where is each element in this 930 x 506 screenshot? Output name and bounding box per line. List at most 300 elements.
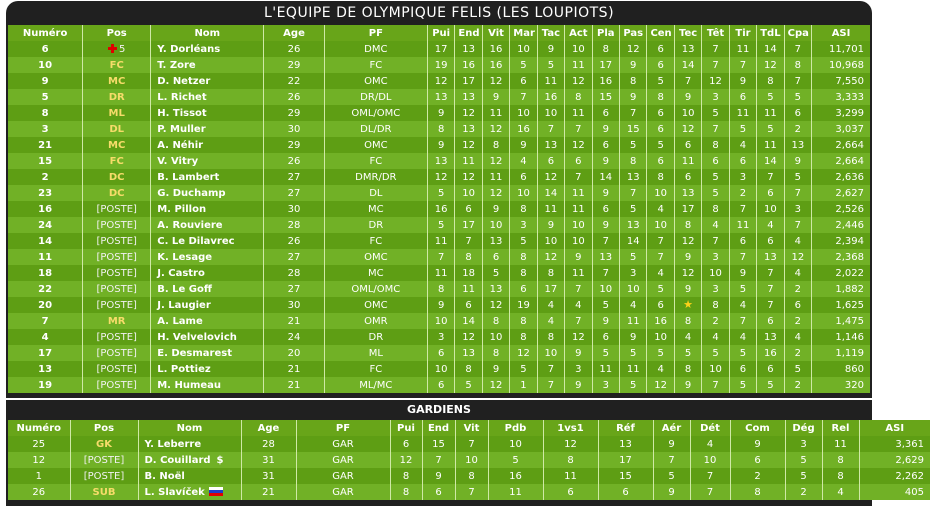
stat-cell: 6 xyxy=(647,57,674,73)
gk-header-16[interactable]: ASI xyxy=(859,420,930,436)
player-name-link[interactable]: V. Vitry xyxy=(151,153,264,169)
stat-cell: 8 xyxy=(482,137,509,153)
stat-cell: 5 xyxy=(592,297,619,313)
players-header-3[interactable]: Age xyxy=(264,25,324,41)
players-header-15[interactable]: Têt xyxy=(702,25,729,41)
stat-cell: 9 xyxy=(422,468,455,484)
player-row[interactable] xyxy=(8,185,870,201)
player-age: 29 xyxy=(264,57,324,73)
player-number: 13 xyxy=(8,361,83,377)
stat-cell: 9 xyxy=(784,153,811,169)
goalkeeper-number: 26 xyxy=(8,484,70,500)
stat-cell: 7 xyxy=(674,73,701,89)
stat-cell: 11 xyxy=(565,57,592,73)
stat-cell: 10 xyxy=(427,313,454,329)
goalkeeper-favorite-position: GAR xyxy=(296,468,390,484)
stat-cell: 7 xyxy=(757,265,784,281)
stat-cell: 9 xyxy=(482,361,509,377)
player-row[interactable] xyxy=(8,249,870,265)
goalkeeper-asi: 3,361 xyxy=(859,436,930,452)
stat-cell: 10 xyxy=(510,105,537,121)
stat-cell: 9 xyxy=(620,57,647,73)
stat-cell: 7 xyxy=(455,233,482,249)
position-cell xyxy=(83,73,151,89)
player-number: 7 xyxy=(8,313,83,329)
gk-header-12[interactable]: Dét xyxy=(690,420,730,436)
stat-cell: 6 xyxy=(757,361,784,377)
stat-cell: 16 xyxy=(482,57,509,73)
players-header-19[interactable]: ASI xyxy=(812,25,870,41)
goalkeeper-row[interactable] xyxy=(8,436,930,452)
stat-cell: 7 xyxy=(702,233,729,249)
stat-cell: 14 xyxy=(537,185,564,201)
stat-cell: 3 xyxy=(729,169,756,185)
stat-cell: 4 xyxy=(784,233,811,249)
player-age: 21 xyxy=(264,377,324,393)
stat-cell: 11 xyxy=(455,153,482,169)
player-favorite-position: DMR/DR xyxy=(324,169,427,185)
stat-cell: 15 xyxy=(592,89,619,105)
players-header-row xyxy=(8,25,870,41)
player-row[interactable] xyxy=(8,121,870,137)
stat-cell: 8 xyxy=(674,217,701,233)
stat-cell: 12 xyxy=(674,265,701,281)
players-table xyxy=(8,25,870,393)
position-label: MC xyxy=(108,75,126,87)
stat-cell: 12 xyxy=(455,329,482,345)
stat-cell: 4 xyxy=(757,217,784,233)
stat-cell: 6 xyxy=(702,153,729,169)
stat-cell: 6 xyxy=(510,169,537,185)
player-name-link[interactable]: H. Velvelovich xyxy=(151,329,264,345)
players-header-2[interactable]: Nom xyxy=(151,25,264,41)
goalkeeper-name-link[interactable] xyxy=(138,452,241,468)
player-favorite-position: OML/OMC xyxy=(324,281,427,297)
stat-cell: 13 xyxy=(620,169,647,185)
player-age: 24 xyxy=(264,329,324,345)
position-cell xyxy=(83,169,151,185)
player-name-link[interactable]: E. Desmarest xyxy=(151,345,264,361)
stat-cell: 15 xyxy=(598,468,653,484)
position-cell xyxy=(83,233,151,249)
player-asi: 1,475 xyxy=(812,313,870,329)
player-row[interactable] xyxy=(8,73,870,89)
players-header-6[interactable]: End xyxy=(455,25,482,41)
stat-cell: 13 xyxy=(674,185,701,201)
goalkeepers-table xyxy=(8,420,930,500)
player-favorite-position: OMR xyxy=(324,313,427,329)
stat-cell: 9 xyxy=(592,313,619,329)
stat-cell: 12 xyxy=(565,137,592,153)
stat-cell: 5 xyxy=(510,233,537,249)
stat-cell: 5 xyxy=(757,89,784,105)
stat-cell xyxy=(674,297,701,313)
stat-cell: 7 xyxy=(565,281,592,297)
stat-cell: 5 xyxy=(784,361,811,377)
stat-cell: 8 xyxy=(455,361,482,377)
stat-cell: 6 xyxy=(647,121,674,137)
stat-cell: 9 xyxy=(565,377,592,393)
players-header-16[interactable]: Tir xyxy=(729,25,756,41)
stat-cell: 11 xyxy=(729,41,756,57)
stat-cell: 6 xyxy=(482,249,509,265)
stat-cell: 10 xyxy=(565,41,592,57)
player-favorite-position: FC xyxy=(324,233,427,249)
player-age: 30 xyxy=(264,297,324,313)
stat-cell: 17 xyxy=(598,452,653,468)
player-name-link[interactable]: C. Le Dilavrec xyxy=(151,233,264,249)
gk-header-9[interactable]: 1vs1 xyxy=(543,420,598,436)
gk-header-6[interactable]: End xyxy=(422,420,455,436)
stat-cell: 8 xyxy=(647,169,674,185)
goalkeeper-row[interactable] xyxy=(8,452,930,468)
stat-cell: 13 xyxy=(757,329,784,345)
stat-cell: 2 xyxy=(702,313,729,329)
stat-cell: 13 xyxy=(592,249,619,265)
players-header-10[interactable]: Act xyxy=(565,25,592,41)
stat-cell: 6 xyxy=(422,484,455,500)
stat-cell: 5 xyxy=(757,377,784,393)
player-row[interactable] xyxy=(8,233,870,249)
player-row[interactable] xyxy=(8,297,870,313)
player-name-link[interactable]: M. Pillon xyxy=(151,201,264,217)
stat-cell: 8 xyxy=(390,468,422,484)
player-row[interactable] xyxy=(8,377,870,393)
stat-cell: 5 xyxy=(702,185,729,201)
stat-cell: 5 xyxy=(729,345,756,361)
player-name-link[interactable]: G. Duchamp xyxy=(151,185,264,201)
stat-cell: 16 xyxy=(592,73,619,89)
stat-cell: 7 xyxy=(427,249,454,265)
gk-header-0[interactable]: Numéro xyxy=(8,420,70,436)
stat-cell: 8 xyxy=(537,329,564,345)
player-row[interactable] xyxy=(8,57,870,73)
stat-cell: 5 xyxy=(729,377,756,393)
stat-cell: 4 xyxy=(729,297,756,313)
stat-cell: 6 xyxy=(455,201,482,217)
stat-cell: 7 xyxy=(729,249,756,265)
goalkeeper-number: 12 xyxy=(8,452,70,468)
player-number: 11 xyxy=(8,249,83,265)
gk-header-7[interactable]: Vit xyxy=(455,420,488,436)
gk-header-15[interactable]: Rel xyxy=(822,420,859,436)
stat-cell: 10 xyxy=(482,329,509,345)
player-name-link[interactable]: K. Lesage xyxy=(151,249,264,265)
stat-cell: 6 xyxy=(757,185,784,201)
stat-cell: 9 xyxy=(565,249,592,265)
gk-header-8[interactable]: Pdb xyxy=(488,420,543,436)
players-header-13[interactable]: Cen xyxy=(647,25,674,41)
stat-cell: 9 xyxy=(674,249,701,265)
goalkeepers-title: GARDIENS xyxy=(407,403,471,416)
player-age: 27 xyxy=(264,169,324,185)
stat-cell: 8 xyxy=(730,484,785,500)
player-name-link[interactable]: L. Pottiez xyxy=(151,361,264,377)
player-age: 29 xyxy=(264,105,324,121)
players-header-1[interactable]: Pos xyxy=(83,25,151,41)
stat-cell: 8 xyxy=(427,281,454,297)
player-age: 28 xyxy=(264,265,324,281)
stat-cell: 8 xyxy=(822,452,859,468)
player-asi: 2,022 xyxy=(812,265,870,281)
stat-cell: 10 xyxy=(537,105,564,121)
stat-cell: 5 xyxy=(482,265,509,281)
player-name-link[interactable]: Y. Dorléans xyxy=(151,41,264,57)
stat-cell: 8 xyxy=(482,313,509,329)
stat-cell: 10 xyxy=(510,185,537,201)
stat-cell: 3 xyxy=(784,201,811,217)
goalkeeper-number: 1 xyxy=(8,468,70,484)
goalkeeper-asi: 2,262 xyxy=(859,468,930,484)
position-cell xyxy=(83,313,151,329)
player-row[interactable] xyxy=(8,329,870,345)
position-label: [POSTE] xyxy=(96,235,137,247)
player-name-link[interactable]: J. Laugier xyxy=(151,297,264,313)
gk-header-5[interactable]: Pui xyxy=(390,420,422,436)
stat-cell: 7 xyxy=(537,361,564,377)
stat-cell: 9 xyxy=(674,377,701,393)
player-asi: 320 xyxy=(812,377,870,393)
stat-cell: 6 xyxy=(455,297,482,313)
stat-cell: 6 xyxy=(784,105,811,121)
player-name-link[interactable]: H. Tissot xyxy=(151,105,264,121)
stat-cell: 10 xyxy=(455,452,488,468)
player-row[interactable] xyxy=(8,313,870,329)
stat-cell: 11 xyxy=(592,361,619,377)
stat-cell: 11 xyxy=(729,217,756,233)
stat-cell: 8 xyxy=(592,41,619,57)
players-header-5[interactable]: Pui xyxy=(427,25,454,41)
stat-cell: 10 xyxy=(427,361,454,377)
player-name-link[interactable]: M. Humeau xyxy=(151,377,264,393)
stat-cell: 7 xyxy=(784,185,811,201)
stat-cell: 12 xyxy=(390,452,422,468)
stat-cell: 17 xyxy=(592,57,619,73)
player-asi: 1,119 xyxy=(812,345,870,361)
stat-cell: 4 xyxy=(822,484,859,500)
stat-cell: 12 xyxy=(482,121,509,137)
stat-cell: 2 xyxy=(784,281,811,297)
player-age: 22 xyxy=(264,73,324,89)
position-label: [POSTE] xyxy=(96,203,137,215)
stat-cell: 12 xyxy=(543,436,598,452)
players-header-9[interactable]: Tac xyxy=(537,25,564,41)
player-row[interactable] xyxy=(8,153,870,169)
player-row[interactable] xyxy=(8,137,870,153)
player-name-link[interactable]: B. Le Goff xyxy=(151,281,264,297)
player-favorite-position: DMC xyxy=(324,41,427,57)
stat-cell: 7 xyxy=(784,41,811,57)
stat-cell: 7 xyxy=(592,233,619,249)
stat-cell: 9 xyxy=(729,73,756,89)
goalkeeper-name: L. Slavíček xyxy=(144,486,205,498)
player-name-link[interactable]: A. Rouviere xyxy=(151,217,264,233)
stat-cell: 6 xyxy=(647,41,674,57)
player-name-link[interactable]: D. Netzer xyxy=(151,73,264,89)
position-cell xyxy=(70,484,138,500)
stat-cell: 5 xyxy=(647,137,674,153)
stat-cell: 6 xyxy=(757,313,784,329)
stat-cell: 5 xyxy=(757,121,784,137)
player-row[interactable] xyxy=(8,265,870,281)
gk-header-4[interactable]: PF xyxy=(296,420,390,436)
goalkeeper-asi: 405 xyxy=(859,484,930,500)
stat-cell: 4 xyxy=(784,329,811,345)
position-cell xyxy=(83,265,151,281)
stat-cell: 7 xyxy=(757,169,784,185)
players-header-0[interactable]: Numéro xyxy=(8,25,83,41)
player-number: 23 xyxy=(8,185,83,201)
stat-cell: 7 xyxy=(702,377,729,393)
stat-cell: 8 xyxy=(510,249,537,265)
stat-cell: 5 xyxy=(537,57,564,73)
stat-cell: 9 xyxy=(674,89,701,105)
stat-cell: 16 xyxy=(427,201,454,217)
stat-cell: 14 xyxy=(757,153,784,169)
player-row[interactable] xyxy=(8,201,870,217)
stat-cell: 7 xyxy=(620,105,647,121)
gk-header-13[interactable]: Com xyxy=(730,420,785,436)
stat-cell: 7 xyxy=(537,377,564,393)
stat-cell: 11 xyxy=(565,105,592,121)
stat-cell: 7 xyxy=(422,452,455,468)
stat-cell: 12 xyxy=(784,249,811,265)
players-header-12[interactable]: Pas xyxy=(620,25,647,41)
goalkeeper-name-link[interactable] xyxy=(138,436,241,452)
player-name-link[interactable]: L. Richet xyxy=(151,89,264,105)
stat-cell: 11 xyxy=(674,153,701,169)
stat-cell: 17 xyxy=(427,41,454,57)
stat-cell: 5 xyxy=(427,185,454,201)
stat-cell: 12 xyxy=(427,73,454,89)
goalkeeper-age: 21 xyxy=(241,484,296,500)
player-row[interactable] xyxy=(8,41,870,57)
stat-cell: 7 xyxy=(784,73,811,89)
stat-cell: 7 xyxy=(729,313,756,329)
stat-cell: 12 xyxy=(537,249,564,265)
stat-cell: 19 xyxy=(427,57,454,73)
player-favorite-position: DL xyxy=(324,185,427,201)
stat-cell: 8 xyxy=(390,484,422,500)
players-header-14[interactable]: Tec xyxy=(674,25,701,41)
stat-cell: 3 xyxy=(785,436,822,452)
goalkeeper-name-link[interactable] xyxy=(138,484,241,500)
stat-cell: 13 xyxy=(598,436,653,452)
stat-cell: 9 xyxy=(653,436,690,452)
position-label: ML xyxy=(108,107,125,119)
player-name-link[interactable]: P. Muller xyxy=(151,121,264,137)
player-number: 22 xyxy=(8,281,83,297)
stat-cell: 7 xyxy=(702,121,729,137)
goalkeeper-favorite-position: GAR xyxy=(296,436,390,452)
stat-cell: 10 xyxy=(537,345,564,361)
stat-cell: 17 xyxy=(455,73,482,89)
players-header-4[interactable]: PF xyxy=(324,25,427,41)
stat-cell: 5 xyxy=(455,377,482,393)
player-name-link[interactable]: B. Lambert xyxy=(151,169,264,185)
gk-header-1[interactable]: Pos xyxy=(70,420,138,436)
players-header-7[interactable]: Vit xyxy=(482,25,509,41)
stat-cell: 12 xyxy=(482,153,509,169)
stat-cell: 2 xyxy=(729,185,756,201)
stat-cell: 12 xyxy=(482,297,509,313)
stat-cell: 12 xyxy=(620,41,647,57)
player-asi: 1,625 xyxy=(812,297,870,313)
stat-cell: 12 xyxy=(482,377,509,393)
player-row[interactable] xyxy=(8,105,870,121)
stat-cell: 14 xyxy=(592,169,619,185)
player-name-link[interactable]: A. Néhir xyxy=(151,137,264,153)
goalkeeper-row[interactable] xyxy=(8,468,930,484)
stat-cell: 8 xyxy=(702,201,729,217)
stat-cell: 7 xyxy=(757,297,784,313)
player-number: 21 xyxy=(8,137,83,153)
player-favorite-position: DR/DL xyxy=(324,89,427,105)
gk-header-3[interactable]: Age xyxy=(241,420,296,436)
players-header-17[interactable]: TdL xyxy=(757,25,784,41)
stat-cell: 7 xyxy=(620,185,647,201)
goalkeeper-row[interactable] xyxy=(8,484,930,500)
goalkeeper-name-link[interactable] xyxy=(138,468,241,484)
position-cell xyxy=(70,468,138,484)
stat-cell: 11 xyxy=(537,201,564,217)
stat-cell: 13 xyxy=(620,217,647,233)
players-header-18[interactable]: Cpa xyxy=(784,25,811,41)
stat-cell: 5 xyxy=(647,73,674,89)
stat-cell: 5 xyxy=(674,345,701,361)
stat-cell: 6 xyxy=(647,105,674,121)
gk-header-11[interactable]: Aér xyxy=(653,420,690,436)
gk-header-14[interactable]: Dég xyxy=(785,420,822,436)
stat-cell: 10 xyxy=(455,185,482,201)
stat-cell: 5 xyxy=(647,345,674,361)
position-label: DL xyxy=(109,123,125,135)
stat-cell: 8 xyxy=(702,297,729,313)
player-favorite-position: ML/MC xyxy=(324,377,427,393)
goalkeeper-favorite-position: GAR xyxy=(296,452,390,468)
stat-cell: 10 xyxy=(647,217,674,233)
player-row[interactable] xyxy=(8,89,870,105)
gk-header-2[interactable]: Nom xyxy=(138,420,241,436)
player-age: 20 xyxy=(264,345,324,361)
stat-cell: 11 xyxy=(482,105,509,121)
player-row[interactable] xyxy=(8,345,870,361)
stat-cell: 7 xyxy=(565,121,592,137)
stat-cell: 10 xyxy=(592,281,619,297)
stat-cell: 10 xyxy=(620,281,647,297)
player-row[interactable] xyxy=(8,281,870,297)
players-header-11[interactable]: Pla xyxy=(592,25,619,41)
stat-cell: 10 xyxy=(702,265,729,281)
stat-cell: 4 xyxy=(674,329,701,345)
player-row[interactable] xyxy=(8,361,870,377)
stat-cell: 9 xyxy=(674,281,701,297)
player-name-link[interactable]: J. Castro xyxy=(151,265,264,281)
stat-cell: 8 xyxy=(784,57,811,73)
player-name-link[interactable]: A. Lame xyxy=(151,313,264,329)
player-row[interactable] xyxy=(8,169,870,185)
stat-cell: 3 xyxy=(702,281,729,297)
stat-cell: 8 xyxy=(510,201,537,217)
player-name-link[interactable]: T. Zore xyxy=(151,57,264,73)
players-header-8[interactable]: Mar xyxy=(510,25,537,41)
player-age: 26 xyxy=(264,233,324,249)
stat-cell: 4 xyxy=(729,137,756,153)
gk-header-10[interactable]: Réf xyxy=(598,420,653,436)
stat-cell: 7 xyxy=(702,41,729,57)
goalkeeper-age: 31 xyxy=(241,468,296,484)
player-row[interactable] xyxy=(8,217,870,233)
